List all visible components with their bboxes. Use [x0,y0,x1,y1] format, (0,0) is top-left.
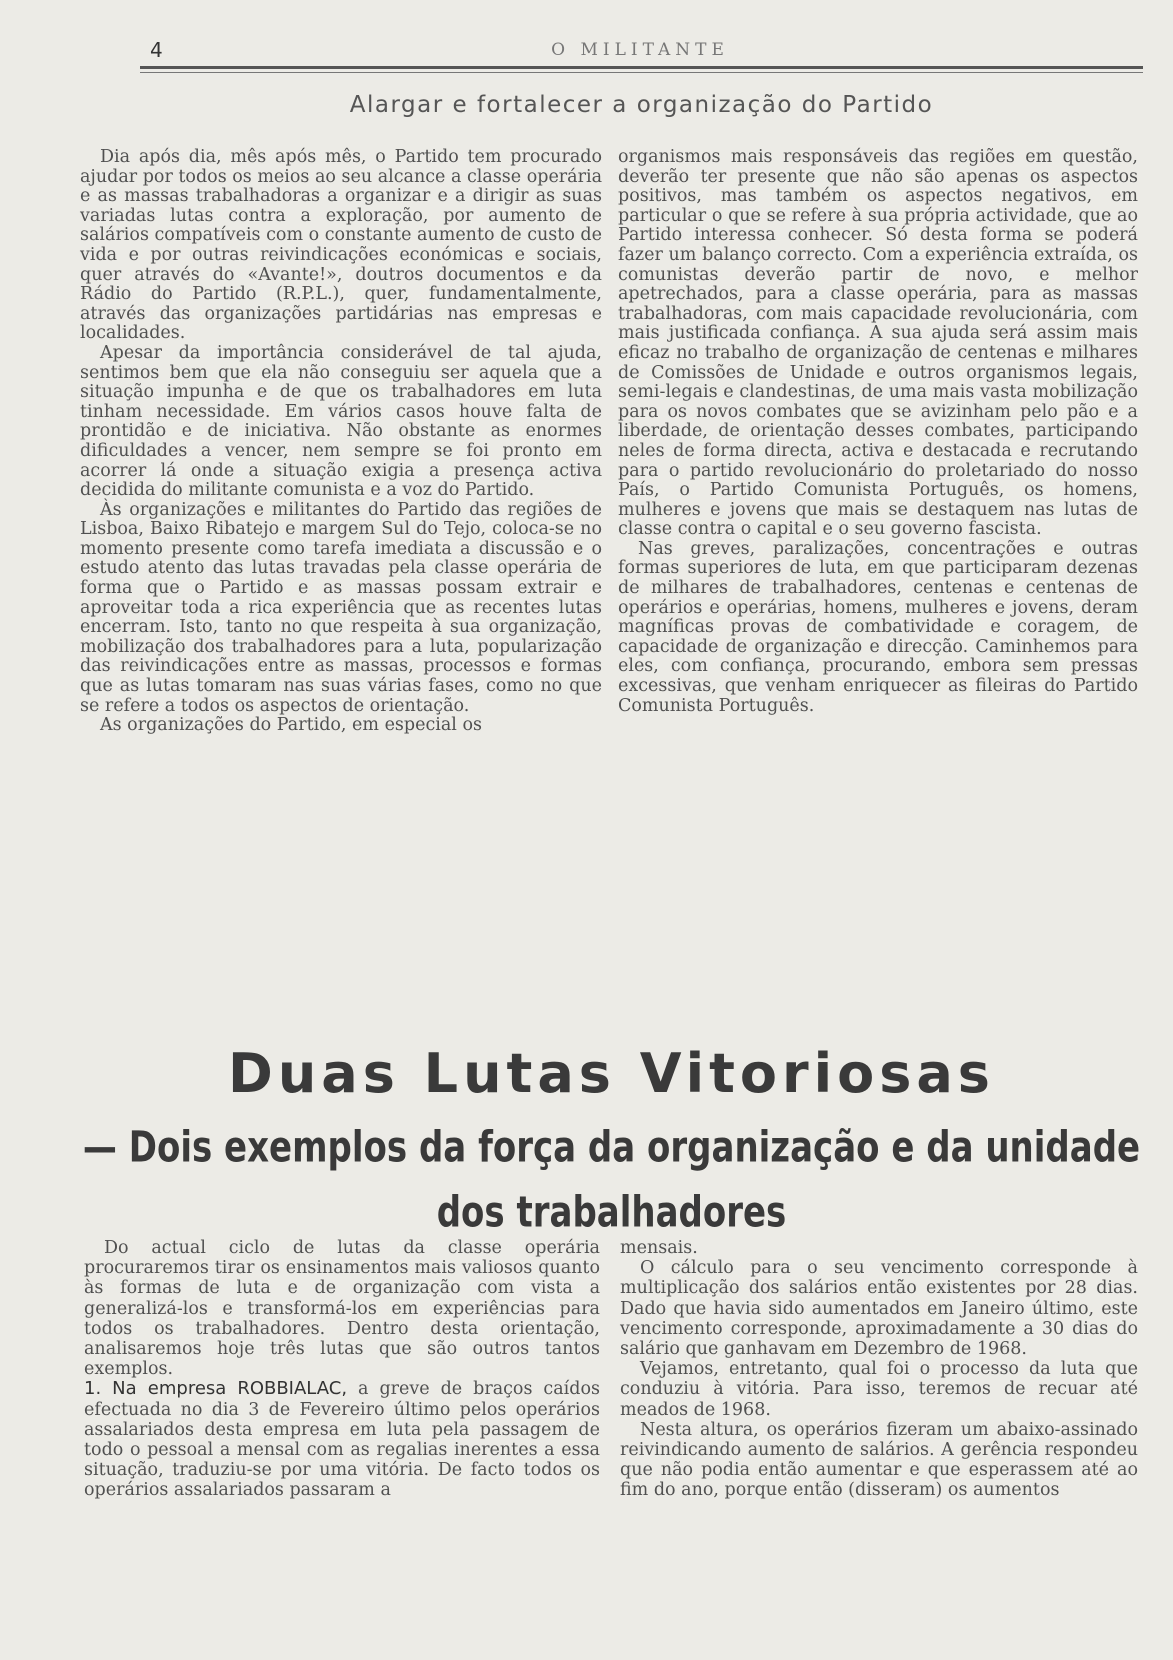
company-name: ROBBIALAC, [237,1378,348,1400]
article2-left-column [84,1238,600,1501]
page-number: 4 [150,38,163,62]
article2-paragraph: Vejamos, entretanto, qual foi o processo da luta que conduziu à vitória. Para isso, teremos de recuar até meados de 1968. [620,1359,1138,1420]
article2-section-1 [84,1379,600,1500]
article1-title: Alargar e fortalecer a organização do Partido [349,92,934,118]
article2-paragraph: Nesta altura, os operários fizeram um abaixo-assinado reivindicando aumento de salários. A gerência respondeu que não podia então aumentar e que esperassem até ao fim do ano, porque então (disseram) os aumentos [620,1419,1138,1501]
section-text: a greve de braços caídos efectuada no dia 3 de Fevereiro último pelos operários assalariados desta empresa em luta pela passagem de todo o pessoal a mensal com as regalias inerentes a essa situação, traduziu-se por uma vitória. De facto todos os operários assalariados passaram a [84,1379,600,1501]
article2-subheadline: — Dois exemplos da força da organização e da unidade dos trabalhadores [82,1122,1141,1238]
article2-headline: Duas Lutas Vitoriosas [228,1042,995,1105]
article1-paragraph: As organizações do Partido, em especial os [100,715,482,736]
article1-paragraph: Dia após dia, mês após mês, o Partido tem procurado ajudar por todos os meios ao seu alcance a classe operária e as massas trabalhadoras a organizar e a dirigir as suas variadas lutas contra a exploração, por aumento de salários compatíveis com o constante aumento de custo de vida e por outras reivindicações económicas e sociais, quer através do «Avante!», doutros documentos e da Rádio do Partido (R.P.L.), quer, fundamentalmente, através das organizações partidárias nas empresas e localidades. [80,147,602,344]
article1-paragraph: Às organizações e militantes do Partido das regiões de Lisboa, Baixo Ribatejo e margem Sul do Tejo, coloca-se no momento presente como tarefa imediata a discussão e o estudo atento das lutas travadas pela classe operária de forma que o Partido e as massas possam extrair e aproveitar toda a rica experiência que as recentes lutas encerram. Isto, tanto no que respeita à sua organização, mobilização dos trabalhadores para a luta, popularização das reivindicações entre as massas, processos e formas que as lutas tomaram nas suas várias fases, como no que se refere a todos os aspectos de orientação. [80,499,602,716]
article1-paragraph: Nas greves, paralizações, concentrações e outras formas superiores de luta, em que participaram dezenas de milhares de trabalhadores, centenas e centenas de operários e operárias, homens, mulheres e jovens, deram magníficas provas de combatividade e coragem, de capacidade de organização e direcção. Caminhemos para eles, com confiança, procurando, embora sem pressas excessivas, que venham enriquecer as fileiras do Partido Comunista Português. [618,538,1138,716]
publication-title: O MILITANTE [551,40,729,60]
header-rule-thin [140,72,1143,73]
header-rule [140,66,1143,69]
article1-left-column [80,148,602,736]
article2-paragraph: O cálculo para o seu vencimento corresponde à multiplicação dos salários então existentes por 28 dias. Dado que havia sido aumentados em Janeiro último, este vencimento corresponde, aproximadamente a 30 dias do salário que ganhavam em Dezembro de 1968. [620,1258,1138,1360]
article2-intro: Do actual ciclo de lutas da classe operária procuraremos tirar os ensinamentos mais valiosos quanto às formas de luta e de organização com vista a generalizá-los e transformá-los em experiências para todos os trabalhadores. Dentro desta orientação, analisaremos hoje três lutas que são outros tantos exemplos. [84,1238,600,1380]
article1-paragraph: Apesar da importância considerável de tal ajuda, sentimos bem que ela não conseguiu ser aquela que a situação impunha e de que os trabalhadores em luta tinham necessidade. Em vários casos houve falta de prontidão e de iniciativa. Não obstante as enormes dificuldades a vencer, nem sempre se foi pronto em acorrer lá onde a situação exigia a presença activa decidida do militante comunista e a voz do Partido. [80,342,602,501]
article2-right-column [620,1238,1138,1501]
article2-paragraph: mensais. [620,1238,698,1258]
section-number: 1. [84,1378,102,1400]
section-lead: Na empresa [112,1378,227,1400]
article1-paragraph: organismos mais responsáveis das regiões em questão, deverão ter presente que não são apenas os aspectos positivos, mas também os aspectos negativos, em particular o que se refere à sua própria actividade, que ao Partido interessa conhecer. Só desta forma se poderá fazer um balanço correcto. Com a experiência extraída, os comunistas deverão partir de novo, e melhor apetrechados, para a classe operária, para as massas trabalhadoras, com mais capacidade revolucionária, com mais justificada confiança. A sua ajuda será assim mais eficaz no trabalho de organização de centenas e milhares de Comissões de Unidade e outros organismos legais, semi-legais e clandestinas, de uma mais vasta mobilização para os novos combates que se avizinham pelo pão e a liberdade, de orientação desses combates, participando neles de forma directa, activa e destacada e recrutando para o partido revolucionário do proletariado do nosso País, o Partido Comunista Português, os homens, mulheres e jovens que mais se destaquem nas lutas de classe contra o capital e o seu governo fascista. [618,147,1138,540]
article1-right-column [618,148,1138,716]
